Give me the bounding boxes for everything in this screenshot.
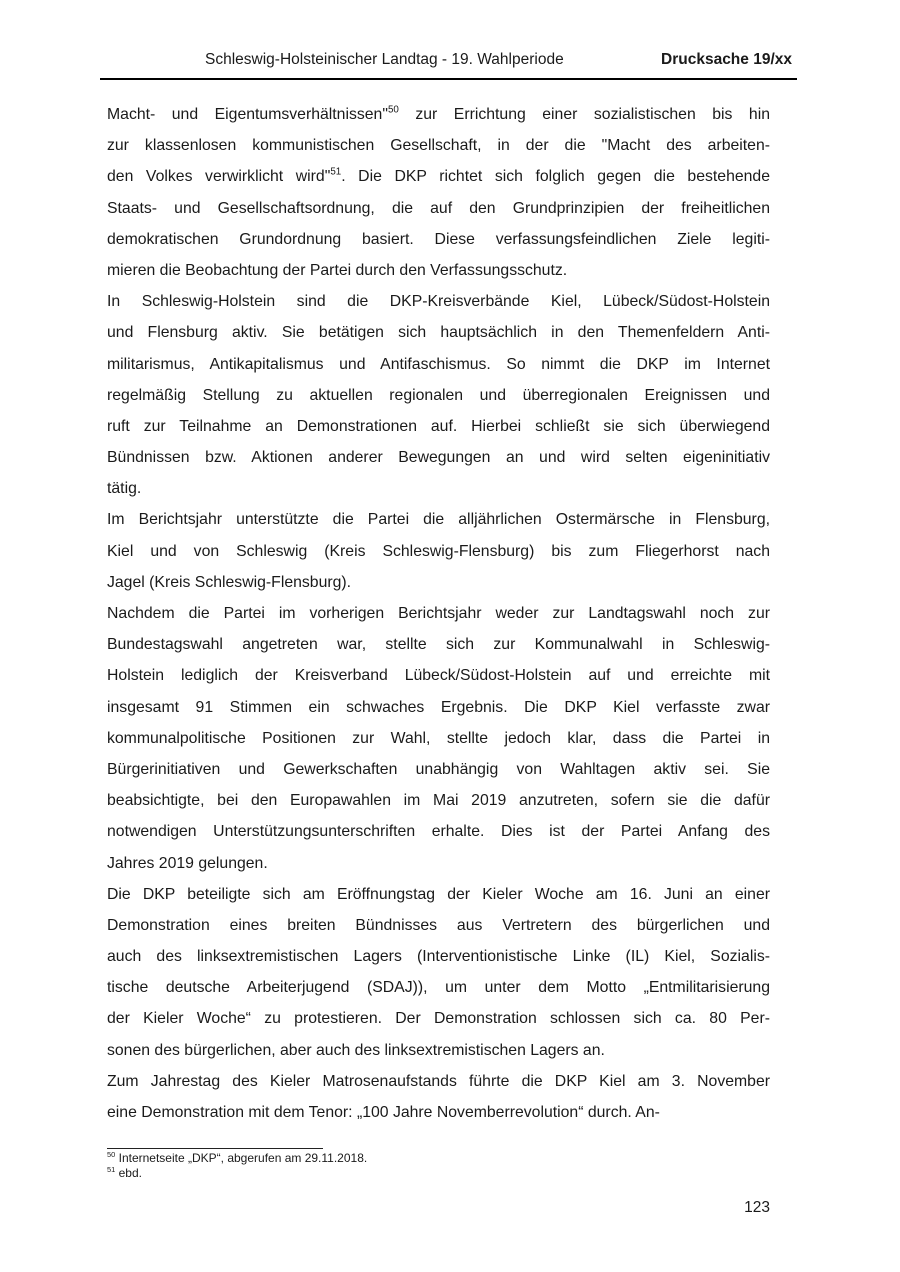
footnote: $^{50}$ Internetseite „DKP“, abgerufen am 29.11.2018. — [107, 1150, 368, 1165]
text-line: tätig. — [107, 480, 142, 498]
header-rule — [100, 78, 797, 80]
text-line: kommunalpolitische Positionen zur Wahl, stellte jedoch klar, dass die Partei in — [107, 729, 770, 747]
text-line: Staats- und Gesellschaftsordnung, die auf den Grundprinzipien der freiheitlichen — [107, 199, 770, 217]
footnote-marker: 51 — [107, 1164, 116, 1174]
text-line: insgesamt 91 Stimmen ein schwaches Ergebnis. Die DKP Kiel verfasste zwar — [107, 698, 770, 716]
text-line: der Kieler Woche“ zu protestieren. Der Demonstration schlossen sich ca. 80 Per- — [107, 1010, 770, 1028]
text-line: Die DKP beteiligte sich am Eröffnungstag der Kieler Woche am 16. Juni an einer — [107, 885, 770, 903]
footnote-ref: 50 — [387, 104, 399, 116]
text-line: auch des linksextremistischen Lagers (Interventionistische Linke (IL) Kiel, Sozialis- — [107, 948, 770, 966]
text-line: notwendigen Unterstützungsunterschriften erhalte. Dies ist der Partei Anfang des — [107, 823, 770, 841]
header-drucksache: Drucksache 19/xx — [661, 51, 792, 68]
header-title: Schleswig-Holsteinischer Landtag - 19. Wahlperiode — [205, 51, 564, 68]
text-line: Zum Jahrestag des Kieler Matrosenaufstands führte die DKP Kiel am 3. November — [107, 1072, 770, 1090]
text-line: Bündnissen bzw. Aktionen anderer Bewegungen an und wird selten eigeninitiativ — [107, 449, 770, 467]
text-line: Jagel (Kreis Schleswig-Flensburg). — [107, 573, 352, 591]
text-line: militarismus, Antikapitalismus und Antifaschismus. So nimmt die DKP im Internet — [107, 355, 770, 373]
text-line: Nachdem die Partei im vorherigen Berichtsjahr weder zur Landtagswahl noch zur — [107, 605, 770, 622]
text-line: den Volkes verwirklicht wird"$^{51}$. Die DKP richtet sich folglich gegen die bestehende — [107, 167, 770, 186]
text-line: Im Berichtsjahr unterstützte die Partei die alljährlichen Ostermärsche in Flensburg, — [107, 511, 770, 529]
footnote-marker: 50 — [107, 1150, 116, 1159]
text-line: Jahres 2019 gelungen. — [107, 854, 268, 872]
text-line: Bundestagswahl angetreten war, stellte sich zur Kommunalwahl in Schleswig- — [107, 636, 770, 654]
page-header — [107, 51, 792, 69]
text-line: und Flensburg aktiv. Sie betätigen sich hauptsächlich in den Themenfeldern Anti- — [107, 324, 770, 342]
text-line: Demonstration eines breiten Bündnisses aus Vertretern des bürgerlichen und — [107, 916, 770, 934]
text-line: Holstein lediglich der Kreisverband Lübeck/Südost-Holstein auf und erreichte mit — [107, 667, 770, 685]
text-line: sonen des bürgerlichen, aber auch des linksextremistischen Lagers an. — [107, 1041, 605, 1059]
text-line: beabsichtigte, bei den Europawahlen im Mai 2019 anzutreten, sofern sie die dafür — [107, 792, 770, 810]
document-body — [107, 99, 770, 1128]
text-line: Macht- und Eigentumsverhältnissen"$^{50}$ zur Errichtung einer sozialistischen bis hin — [107, 104, 770, 123]
text-line: Kiel und von Schleswig (Kreis Schleswig-Flensburg) bis zum Fliegerhorst nach — [107, 542, 770, 560]
footnotes — [107, 1151, 707, 1180]
footnote-separator — [107, 1148, 323, 1149]
page-number: 123 — [744, 1199, 770, 1216]
text-line: eine Demonstration mit dem Tenor: „100 Jahre Novemberrevolution“ durch. An- — [107, 1104, 660, 1121]
text-line: zur klassenlosen kommunistischen Gesellschaft, in der die "Macht des arbeiten- — [107, 137, 770, 155]
footnote-ref: 51 — [330, 167, 342, 179]
text-line: ruft zur Teilnahme an Demonstrationen auf. Hierbei schließt sie sich überwiegend — [107, 417, 770, 435]
text-line: demokratischen Grundordnung basiert. Diese verfassungsfeindlichen Ziele legiti- — [107, 230, 770, 248]
text-line: regelmäßig Stellung zu aktuellen regionalen und überregionalen Ereignissen und — [107, 386, 770, 404]
text-line: mieren die Beobachtung der Partei durch den Verfassungsschutz. — [107, 261, 568, 279]
footnote: $^{51}$ ebd. — [107, 1164, 142, 1180]
text-line: tische deutsche Arbeiterjugend (SDAJ)), um unter dem Motto „Entmilitarisierung — [107, 979, 770, 997]
text-line: In Schleswig-Holstein sind die DKP-Kreisverbände Kiel, Lübeck/Südost-Holstein — [107, 293, 770, 311]
text-line: Bürgerinitiativen und Gewerkschaften unabhängig von Wahltagen aktiv sei. Sie — [107, 760, 770, 778]
